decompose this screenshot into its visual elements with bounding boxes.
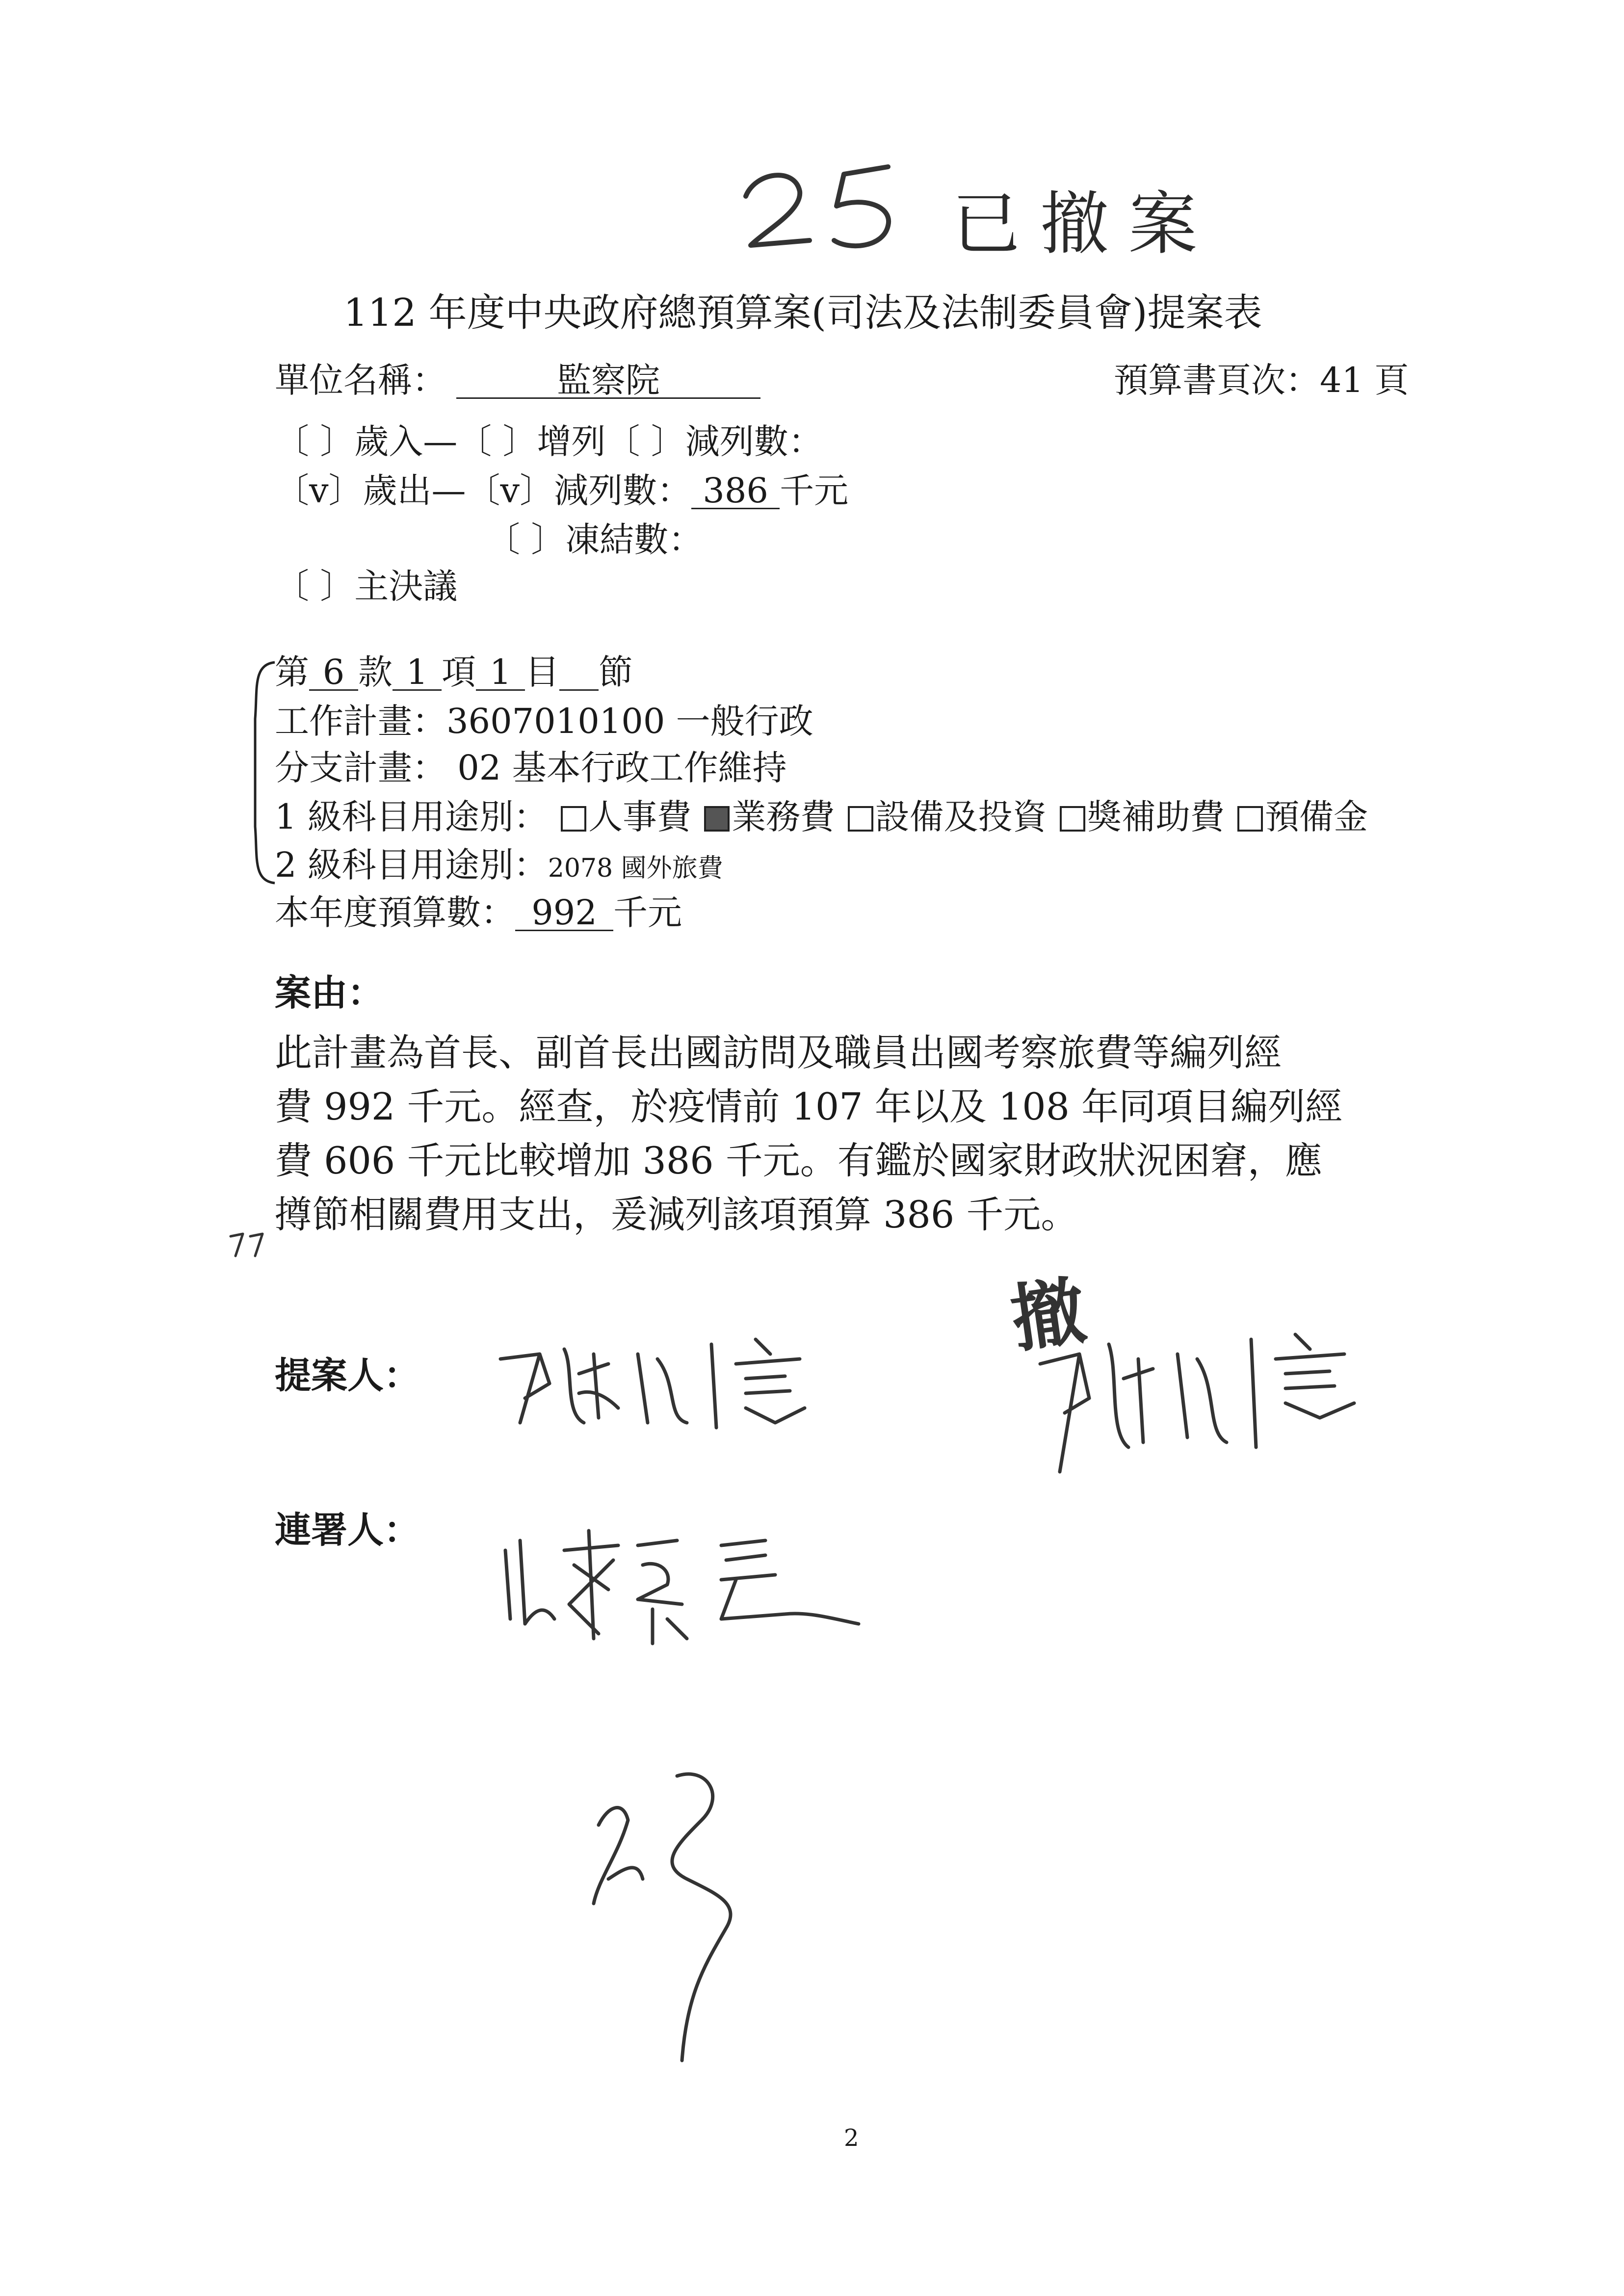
work-plan: 工作計畫：3607010100 一般行政	[275, 701, 813, 741]
reason-line: 撙節相關費用支出，爰減列該項預算 386 千元。	[275, 1193, 1078, 1236]
proposer-signature	[481, 1325, 854, 1433]
cosigner-label: 連署人：	[275, 1509, 420, 1551]
withdrawn-stamp: 已撤案	[952, 184, 1217, 264]
proposer-label: 提案人：	[275, 1355, 420, 1397]
kuan-value: 6	[309, 655, 358, 691]
page-title: 112 年度中央政府總預算案(司法及法制委員會)提案表	[343, 291, 1262, 335]
level1-usage: 1 級科目用途別： 人事費 業務費 設備及投資 獎補助費 預備金	[275, 797, 1368, 837]
withdraw-note: 撤	[1006, 1268, 1091, 1363]
expense-line	[275, 470, 849, 511]
budget-item-bracket	[248, 660, 277, 886]
unit-label: 單位名稱：	[275, 360, 446, 400]
expense-amount: 386	[691, 473, 780, 509]
cosigner-signature	[491, 1521, 864, 1648]
sub-plan: 分支計畫： 02 基本行政工作維持	[275, 748, 787, 788]
unit-value: 監察院	[456, 363, 760, 399]
page-number: 2	[844, 2124, 859, 2152]
reason-heading: 案由：	[275, 972, 384, 1014]
checkbox-equipment	[848, 806, 873, 832]
handwritten-number-25	[736, 157, 913, 255]
checkbox-operations	[704, 806, 730, 832]
budget-code-line: 第 6 款 1 項 1 目 節	[275, 652, 633, 692]
freeze-line: 〔 〕凍結數：	[486, 520, 703, 560]
reason-line: 費 992 千元。經查，於疫情前 107 年以及 108 年同項目編列經	[275, 1085, 1343, 1128]
revenue-line: 〔 〕歲入—〔 〕增列〔 〕減列數：	[275, 421, 823, 462]
checkbox-reserve	[1237, 806, 1263, 832]
expense-prefix: 〔v〕歲出—〔v〕減列數：	[275, 470, 692, 511]
mu-value: 1	[476, 655, 525, 691]
jie-value	[559, 655, 599, 691]
resolution-line: 〔 〕主決議	[275, 566, 458, 606]
checkbox-subsidy	[1060, 806, 1085, 832]
initial-signature	[579, 1766, 756, 2070]
xiang-value: 1	[393, 655, 442, 691]
expense-unit: 千元	[780, 470, 849, 511]
annual-budget: 本年度預算數： 992 千元	[275, 892, 682, 933]
reason-line: 費 606 千元比較增加 386 千元。有鑑於國家財政狀況困窘，應	[275, 1139, 1322, 1182]
level2-usage: 2 級科目用途別：2078 國外旅費	[275, 845, 723, 885]
reason-line: 此計畫為首長、副首長出國訪問及職員出國考察旅費等編列經	[275, 1031, 1282, 1074]
margin-handwriting	[226, 1226, 275, 1261]
checkbox-personnel	[561, 806, 586, 832]
budget-page-ref: 預算書頁次：41 頁	[1114, 360, 1409, 400]
withdraw-signature	[1030, 1325, 1364, 1482]
